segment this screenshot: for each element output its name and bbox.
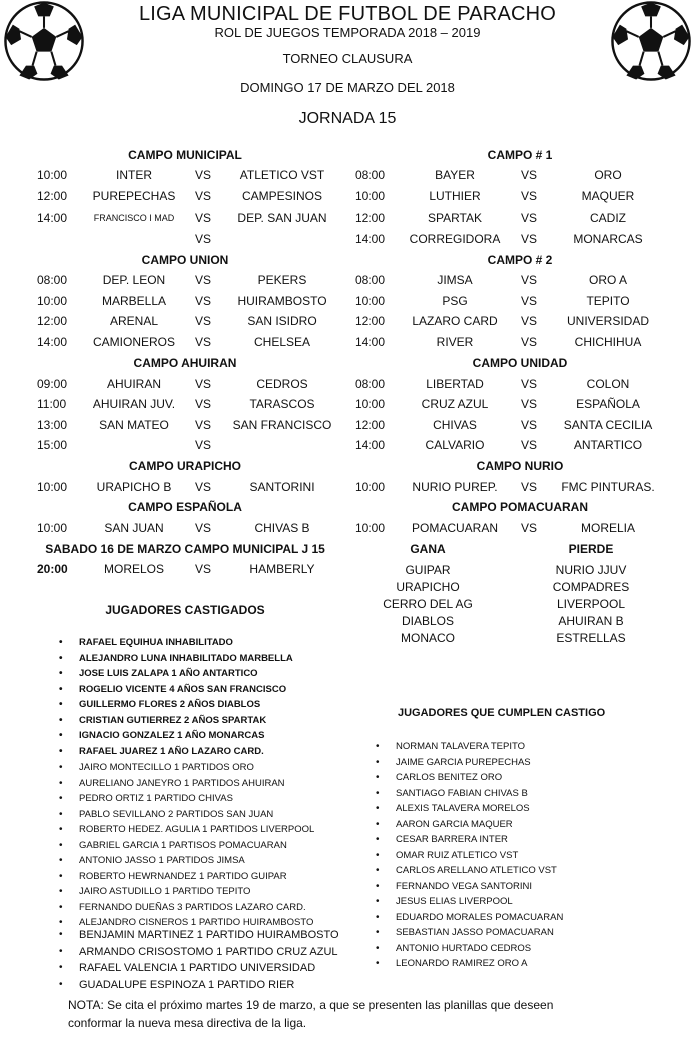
home-team: INTER xyxy=(116,168,152,182)
loser-team: COMPADRES xyxy=(552,580,630,594)
home-team: PUREPECHAS xyxy=(92,189,176,203)
list-item: • PEDRO ORTIZ 1 PARTIDO CHIVAS xyxy=(79,791,314,807)
vs-label: VS xyxy=(194,480,211,494)
away-team: TEPITO xyxy=(586,294,630,308)
vs-label: VS xyxy=(194,314,211,328)
list-item: • GUILLERMO FLORES 2 AÑOS DIABLOS xyxy=(79,697,293,713)
away-team: CEDROS xyxy=(256,377,308,391)
away-team: ATLETICO VST xyxy=(239,168,325,182)
vs-label: VS xyxy=(194,294,211,308)
vs-label: VS xyxy=(194,397,211,411)
vs-label: VS xyxy=(194,438,211,452)
home-team: NURIO PUREP. xyxy=(412,480,498,494)
away-team: CAMPESINOS xyxy=(241,189,322,203)
match-time: 12:00 xyxy=(355,418,386,432)
away-team: CHICHIHUA xyxy=(574,335,642,349)
winners-list xyxy=(368,562,488,647)
list-item: • RAFAEL JUAREZ 1 AÑO LAZARO CARD. xyxy=(79,744,293,760)
list-item: • AARON GARCIA MAQUER xyxy=(396,817,563,833)
home-team: URAPICHO B xyxy=(96,480,172,494)
list-item: • PABLO SEVILLANO 2 PARTIDOS SAN JUAN xyxy=(79,807,314,823)
list-item: • ALEXIS TALAVERA MORELOS xyxy=(396,801,563,817)
vs-label: VS xyxy=(520,168,537,182)
match-time: 10:00 xyxy=(37,294,68,308)
match-time: 10:00 xyxy=(37,480,68,494)
vs-label: VS xyxy=(194,168,211,182)
match-time: 14:00 xyxy=(355,335,386,349)
vs-label: VS xyxy=(520,211,537,225)
match-time: 20:00 xyxy=(37,562,68,576)
vs-label: VS xyxy=(520,189,537,203)
loser-team: LIVERPOOL xyxy=(556,597,626,611)
suspended-players-list xyxy=(79,635,293,759)
list-item: • ROBERTO HEWRNANDEZ 1 PARTIDO GUIPAR xyxy=(79,869,314,885)
section-title: CAMPO UNIDAD xyxy=(472,356,568,370)
vs-label: VS xyxy=(194,377,211,391)
home-team: DEP. LEON xyxy=(102,273,166,287)
section-title: CAMPO URAPICHO xyxy=(128,459,241,473)
match-time: 08:00 xyxy=(355,377,386,391)
winner-team: GUIPAR xyxy=(405,563,451,577)
section-title: JUGADORES CASTIGADOS xyxy=(105,603,265,617)
home-team: CAMIONEROS xyxy=(92,335,175,349)
match-time: 10:00 xyxy=(37,521,68,535)
list-item: • FERNANDO VEGA SANTORINI xyxy=(396,879,563,895)
away-team: TARASCOS xyxy=(249,397,315,411)
list-item: • IGNACIO GONZALEZ 1 AÑO MONARCAS xyxy=(79,728,293,744)
list-item: • GABRIEL GARCIA 1 PARTISOS POMACUARAN xyxy=(79,838,314,854)
list-item: • LEONARDO RAMIREZ ORO A xyxy=(396,956,563,972)
served-players-list xyxy=(396,739,563,972)
home-team: SPARTAK xyxy=(427,211,483,225)
away-team: COLON xyxy=(586,377,630,391)
list-item: • RAFAEL EQUIHUA INHABILITADO xyxy=(79,635,293,651)
losers-list xyxy=(531,562,651,647)
vs-label: VS xyxy=(520,335,537,349)
home-team: ARENAL xyxy=(109,314,159,328)
match-time: 10:00 xyxy=(37,168,68,182)
home-team: CHIVAS xyxy=(433,418,477,432)
match-time: 08:00 xyxy=(37,273,68,287)
home-team: LUTHIER xyxy=(429,189,481,203)
list-item: • CRISTIAN GUTIERREZ 2 AÑOS SPARTAK xyxy=(79,713,293,729)
match-date: DOMINGO 17 DE MARZO DEL 2018 xyxy=(240,80,455,95)
loser-team: NURIO JJUV xyxy=(555,563,627,577)
home-team: CORREGIDORA xyxy=(409,232,501,246)
vs-label: VS xyxy=(520,480,537,494)
list-item: • SEBASTIAN JASSO POMACUARAN xyxy=(396,925,563,941)
list-item: • CESAR BARRERA INTER xyxy=(396,832,563,848)
match-time: 10:00 xyxy=(355,189,386,203)
season-subtitle: ROL DE JUEGOS TEMPORADA 2018 – 2019 xyxy=(214,25,481,40)
list-item: • FERNANDO DUEÑAS 3 PARTIDOS LAZARO CARD. xyxy=(79,900,314,916)
list-item: • ALEJANDRO CISNEROS 1 PARTIDO HUIRAMBOSTO xyxy=(79,915,314,931)
section-title: JUGADORES QUE CUMPLEN CASTIGO xyxy=(398,707,606,719)
match-time: 10:00 xyxy=(355,294,386,308)
vs-label: VS xyxy=(194,211,211,225)
note-line: conformar la nueva mesa directiva de la liga. xyxy=(68,1016,307,1030)
vs-label: VS xyxy=(520,418,537,432)
vs-label: VS xyxy=(520,377,537,391)
winner-team: URAPICHO xyxy=(396,580,460,594)
list-item: • AURELIANO JANEYRO 1 PARTIDOS AHUIRAN xyxy=(79,776,314,792)
match-time: 14:00 xyxy=(37,335,68,349)
away-team: SANTORINI xyxy=(249,480,315,494)
home-team: CALVARIO xyxy=(425,438,485,452)
vs-label: VS xyxy=(520,521,537,535)
home-team: BAYER xyxy=(435,168,475,182)
away-team: HAMBERLY xyxy=(249,562,315,576)
loser-team: ESTRELLAS xyxy=(556,631,626,645)
suspended-players-list xyxy=(79,760,314,931)
vs-label: VS xyxy=(520,294,537,308)
list-item: • CARLOS BENITEZ ORO xyxy=(396,770,563,786)
section-title: CAMPO ESPAÑOLA xyxy=(128,500,242,514)
away-team: CHELSEA xyxy=(253,335,311,349)
home-team: FRANCISCO I MAD xyxy=(93,213,175,223)
list-item: • JESUS ELIAS LIVERPOOL xyxy=(396,894,563,910)
away-team: ORO xyxy=(594,168,622,182)
list-item: • JAIRO ASTUDILLO 1 PARTIDO TEPITO xyxy=(79,884,314,900)
vs-label: VS xyxy=(194,521,211,535)
match-time: 08:00 xyxy=(355,273,386,287)
vs-label: VS xyxy=(520,273,537,287)
match-time: 10:00 xyxy=(355,397,386,411)
list-item: • EDUARDO MORALES POMACUARAN xyxy=(396,910,563,926)
match-time: 12:00 xyxy=(355,314,386,328)
home-team: POMACUARAN xyxy=(411,521,498,535)
list-item: • JOSE LUIS ZALAPA 1 AÑO ANTARTICO xyxy=(79,666,293,682)
round-title: JORNADA 15 xyxy=(298,110,397,127)
note-line: NOTA: Se cita el próximo martes 19 de marzo, a que se presenten las planillas que deseen xyxy=(68,998,554,1012)
section-title: CAMPO # 2 xyxy=(487,253,553,267)
section-title: CAMPO MUNICIPAL xyxy=(128,148,242,162)
list-item: • ARMANDO CRISOSTOMO 1 PARTIDO CRUZ AZUL xyxy=(79,944,339,961)
match-time: 10:00 xyxy=(355,480,386,494)
losers-title: PIERDE xyxy=(568,542,614,556)
list-item: • RAFAEL VALENCIA 1 PARTIDO UNIVERSIDAD xyxy=(79,960,339,977)
away-team: MAQUER xyxy=(581,189,635,203)
match-time: 08:00 xyxy=(355,168,386,182)
vs-label: VS xyxy=(194,273,211,287)
vs-label: VS xyxy=(520,314,537,328)
vs-label: VS xyxy=(194,335,211,349)
match-time: 13:00 xyxy=(37,418,68,432)
match-time: 10:00 xyxy=(355,521,386,535)
match-time: 15:00 xyxy=(37,438,68,452)
away-team: ESPAÑOLA xyxy=(576,397,640,411)
match-time: 11:00 xyxy=(37,397,67,411)
home-team: SAN MATEO xyxy=(99,418,169,432)
match-time: 12:00 xyxy=(355,211,386,225)
section-title: CAMPO UNION xyxy=(141,253,229,267)
away-team: SANTA CECILIA xyxy=(563,418,653,432)
away-team: MORELIA xyxy=(580,521,635,535)
list-item: • ANTONIO HURTADO CEDROS xyxy=(396,941,563,957)
away-team: CADIZ xyxy=(590,211,626,225)
home-team: CRUZ AZUL xyxy=(421,397,489,411)
winner-team: CERRO DEL AG xyxy=(383,597,473,611)
away-team: CHIVAS B xyxy=(254,521,310,535)
away-team: HUIRAMBOSTO xyxy=(237,294,327,308)
match-time: 14:00 xyxy=(37,211,68,225)
list-item: • OMAR RUIZ ATLETICO VST xyxy=(396,848,563,864)
match-time: 12:00 xyxy=(37,189,68,203)
loser-team: AHUIRAN B xyxy=(558,614,624,628)
vs-label: VS xyxy=(194,418,211,432)
home-team: AHUIRAN xyxy=(106,377,161,391)
vs-label: VS xyxy=(194,232,211,246)
away-team: ORO A xyxy=(588,273,627,287)
vs-label: VS xyxy=(194,562,211,576)
list-item: • GUADALUPE ESPINOZA 1 PARTIDO RIER xyxy=(79,977,339,994)
home-team: LIBERTAD xyxy=(426,377,484,391)
winner-team: MONACO xyxy=(401,631,455,645)
match-time: 12:00 xyxy=(37,314,68,328)
away-team: DEP. SAN JUAN xyxy=(237,211,327,225)
home-team: SAN JUAN xyxy=(104,521,164,535)
vs-label: VS xyxy=(520,438,537,452)
tournament-name: TORNEO CLAUSURA xyxy=(282,51,413,66)
home-team: MARBELLA xyxy=(101,294,167,308)
list-item: • SANTIAGO FABIAN CHIVAS B xyxy=(396,786,563,802)
away-team: UNIVERSIDAD xyxy=(566,314,649,328)
home-team: AHUIRAN JUV. xyxy=(92,397,176,411)
away-team: SAN FRANCISCO xyxy=(232,418,332,432)
list-item: • BENJAMIN MARTINEZ 1 PARTIDO HUIRAMBOSTO xyxy=(79,927,339,944)
footer-note xyxy=(68,996,668,1032)
vs-label: VS xyxy=(520,232,537,246)
away-team: PEKERS xyxy=(257,273,307,287)
match-time: 09:00 xyxy=(37,377,68,391)
list-item: • ANTONIO JASSO 1 PARTIDOS JIMSA xyxy=(79,853,314,869)
away-team: SAN ISIDRO xyxy=(247,314,317,328)
list-item: • ALEJANDRO LUNA INHABILITADO MARBELLA xyxy=(79,651,293,667)
vs-label: VS xyxy=(520,397,537,411)
list-item: • ROBERTO HEDEZ. AGULIA 1 PARTIDOS LIVERPOOL xyxy=(79,822,314,838)
match-time: 14:00 xyxy=(355,232,386,246)
list-item: • ROGELIO VICENTE 4 AÑOS SAN FRANCISCO xyxy=(79,682,293,698)
home-team: JIMSA xyxy=(437,273,473,287)
section-title: CAMPO AHUIRAN xyxy=(133,356,237,370)
suspended-players-list xyxy=(79,927,339,993)
list-item: • JAIME GARCIA PUREPECHAS xyxy=(396,755,563,771)
home-team: MORELOS xyxy=(103,562,164,576)
section-title: CAMPO NURIO xyxy=(476,459,564,473)
winner-team: DIABLOS xyxy=(401,614,455,628)
list-item: • NORMAN TALAVERA TEPITO xyxy=(396,739,563,755)
away-team: MONARCAS xyxy=(573,232,643,246)
home-team: PSG xyxy=(442,294,468,308)
section-title: CAMPO POMACUARAN xyxy=(452,500,588,514)
league-title: LIGA MUNICIPAL DE FUTBOL DE PARACHO xyxy=(138,3,557,25)
list-item: • JAIRO MONTECILLO 1 PARTIDOS ORO xyxy=(79,760,314,776)
vs-label: VS xyxy=(194,189,211,203)
winners-title: GANA xyxy=(410,542,446,556)
home-team: LAZARO CARD xyxy=(412,314,498,328)
section-title: SABADO 16 DE MARZO CAMPO MUNICIPAL J 15 xyxy=(45,542,325,556)
away-team: ANTARTICO xyxy=(573,438,643,452)
away-team: FMC PINTURAS. xyxy=(561,480,655,494)
list-item: • CARLOS ARELLANO ATLETICO VST xyxy=(396,863,563,879)
match-time: 14:00 xyxy=(355,438,386,452)
section-title: CAMPO # 1 xyxy=(487,148,553,162)
home-team: RIVER xyxy=(436,335,474,349)
